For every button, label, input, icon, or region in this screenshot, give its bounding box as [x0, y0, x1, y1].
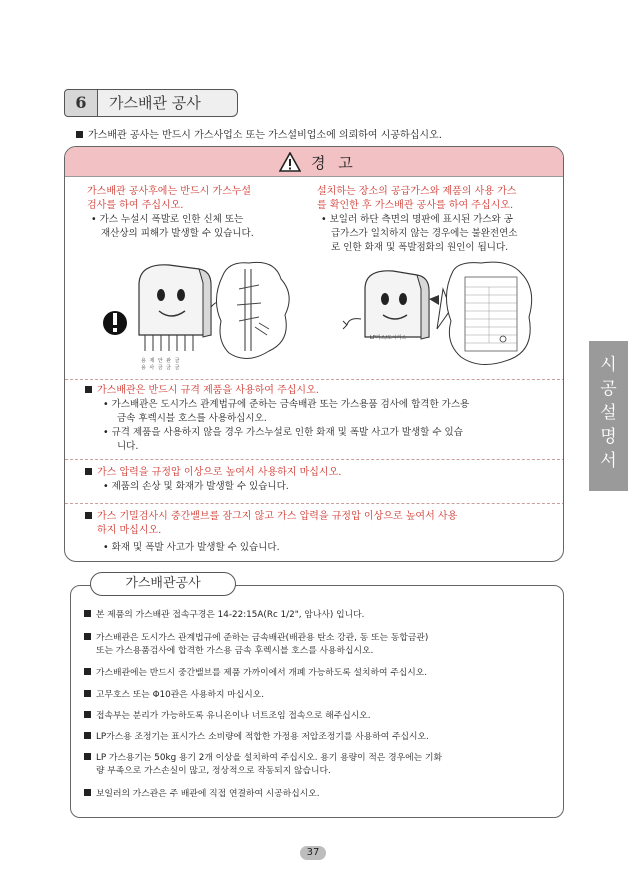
warning-left-bullet-1: • 가스 누설시 폭발로 인한 신체 또는 [91, 214, 244, 225]
warning-divider [65, 459, 564, 460]
warning-item-2: 가스 압력을 규정압 이상으로 높여서 사용하지 마십시오. • 제품의 손상 및 화재가 발생할 수 있습니다. [85, 466, 555, 494]
bullet-square-icon [84, 633, 91, 640]
info-item-2: 가스배관은 도시가스 관계법규에 준하는 금속배관(배관용 탄소 강관, 동 또는 동합금관) 또는 가스용품검사에 합격한 가스용 금속 후렉시블 호스를 사용하십시오. [84, 632, 554, 658]
warning-item-3: 가스 기밀검사시 중간밸브를 잠그지 않고 가스 압력을 규정압 이상으로 높여서 사용 하지 마십시오. • 화재 및 폭발 사고가 발생할 수 있습니다. [85, 510, 555, 555]
info-item-4: 고무호스 또는 Φ10관은 사용하지 마십시오. [84, 689, 554, 702]
section-number: 6 [64, 89, 98, 117]
warning-box [64, 146, 564, 562]
bullet-square-icon [84, 732, 91, 739]
info-item-6: LP가스용 조정기는 표시가스 소비량에 적합한 가정용 저압조정기를 사용하여 주십시오. [84, 731, 554, 744]
warning-left-heading-1: 가스배관 공사후에는 반드시 가스누설 [87, 186, 252, 197]
bullet-square-icon [85, 386, 92, 393]
info-item-8: 보일러의 가스관은 주 배관에 직접 연결하여 시공하십시오. [84, 788, 554, 801]
left-illustration-caption: 용 제 안 완 금 용 사 금 금 금 [141, 358, 181, 371]
warning-item-1: 가스배관은 반드시 규격 제품을 사용하여 주십시오. • 가스배관은 도시가스 관계법규에 준하는 금속배관 또는 가스용품 검사에 합격한 가스용 금속 후렉시블 호스를 사용하십시오. • 규격 제품을 사용하지 않을 경우 가스누설로 인한 화재 및 폭발 사고가 발생할 수 있습 니다. [85, 384, 555, 454]
info-item-5: 접속부는 분리가 가능하도록 유니온이나 너트조임 접속으로 해주십시오. [84, 710, 554, 723]
warning-item-2-heading: 가스 압력을 규정압 이상으로 높여서 사용하지 마십시오. [97, 467, 342, 478]
bullet-square-icon [84, 789, 91, 796]
warning-divider [65, 379, 564, 380]
info-item-7: LP 가스용기는 50kg 용기 2개 이상을 설치하여 주십시오. 용기 용량이 적은 경우에는 기화 량 부족으로 가스손실이 많고, 정상적으로 작동되지 않습니다. [84, 752, 554, 778]
warning-right-bullet-1: • 보일러 하단 측면의 명판에 표시된 가스와 공 [321, 214, 513, 225]
right-illustration-caption: LP가스/도시가스 [370, 335, 407, 341]
info-title: 가스배관공사 [90, 572, 236, 596]
warning-left-column [87, 185, 307, 241]
section-title: 가스배관 공사 [94, 89, 238, 117]
page-number: 37 [300, 846, 326, 860]
warning-right-column [317, 185, 557, 255]
info-item-3: 가스배관에는 반드시 중간밸브를 제품 가까이에서 개폐 가능하도록 설치하여 주십시오. [84, 667, 554, 680]
bullet-square-icon [84, 668, 91, 675]
info-item-1: 본 제품의 가스배관 접속구경은 14-22:15A(Rc 1/2", 암나사) 입니다. [84, 609, 554, 622]
warning-item-3-heading-1: 가스 기밀검사시 중간밸브를 잠그지 않고 가스 압력을 규정압 이상으로 높여서 사용 [97, 511, 458, 522]
bullet-square-icon [84, 610, 91, 617]
warning-triangle-icon [279, 152, 301, 172]
bullet-square-icon [84, 711, 91, 718]
warning-title: 경 고 [311, 154, 357, 172]
rating-plate-illustration [341, 259, 541, 379]
warning-left-bullet-2: 재산상의 피해가 발생할 수 있습니다. [101, 228, 254, 239]
warning-right-heading-2: 를 확인한 후 가스배관 공사를 하여 주십시오. [317, 200, 514, 211]
warning-left-heading-2: 검사를 하여 주십시오. [87, 200, 184, 211]
warning-item-1-heading: 가스배관은 반드시 규격 제품을 사용하여 주십시오. [97, 385, 319, 396]
warning-header [65, 147, 563, 177]
warning-item-3-heading-2: 하지 마십시오. [97, 525, 162, 536]
bullet-square-icon [84, 690, 91, 697]
gas-leak-illustration [99, 255, 299, 375]
side-tab-installation-manual: 시 공 설 명 서 [589, 341, 628, 491]
section-header [64, 89, 238, 117]
warning-right-bullet-2: 급가스가 일치하지 않는 경우에는 불완전연소 [331, 228, 518, 239]
bullet-square-icon [85, 512, 92, 519]
intro-text: 가스배관 공사는 반드시 가스사업소 또는 가스설비업소에 의뢰하여 시공하십시오. [76, 126, 442, 141]
bullet-square-icon [84, 753, 91, 760]
bullet-square-icon [76, 131, 83, 138]
warning-right-bullet-3: 로 인한 화재 및 폭발점화의 원인이 됩니다. [331, 242, 509, 253]
warning-divider [65, 503, 564, 504]
bullet-square-icon [85, 468, 92, 475]
warning-right-heading-1: 설치하는 장소의 공급가스와 제품의 사용 가스 [317, 186, 517, 197]
